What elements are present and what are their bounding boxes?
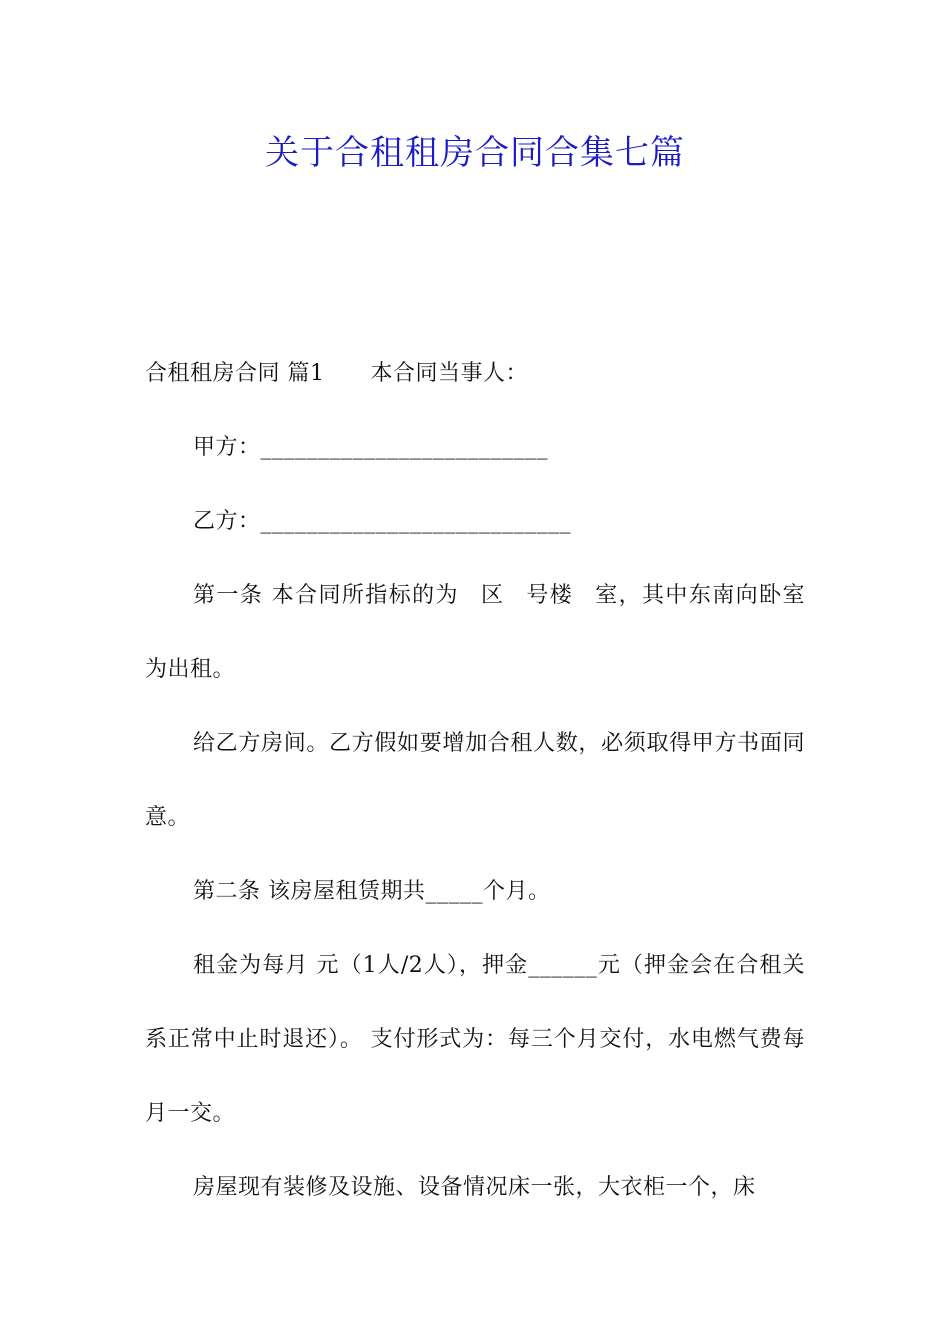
article-1-building: 号楼 <box>526 583 574 608</box>
article-1-district: 区 <box>480 583 505 608</box>
facilities-clause: 房屋现有装修及设施、设备情况床一张，大衣柜一个，床 <box>193 1175 756 1200</box>
contract-heading-line <box>145 337 805 411</box>
article-2: 第二条 该房屋租赁期共_____个月。 <box>193 879 551 904</box>
article-1-text-b: 室，其中东南向卧室为出租。 <box>145 583 805 682</box>
article-1 <box>145 559 805 707</box>
contract-heading: 合租租房合同 篇1 <box>145 361 325 386</box>
party-b-line: 乙方：___________________________ <box>193 509 572 534</box>
clause-room: 给乙方房间。乙方假如要增加合租人数，必须取得甲方书面同意。 <box>145 731 805 830</box>
article-1-text-a: 第一条 本合同所指标的为 <box>193 583 459 608</box>
contract-body <box>145 337 805 1225</box>
rent-clause: 租金为每月 元（1人/2人），押金______元（押金会在合租关系正常中止时退还）。 支付形式为：每三个月交付，水电燃气费每月一交。 <box>145 953 805 1126</box>
document-title: 关于合租租房合同合集七篇 <box>265 133 685 173</box>
parties-intro: 本合同当事人： <box>370 361 529 386</box>
party-a-line: 甲方：_________________________ <box>193 435 549 460</box>
